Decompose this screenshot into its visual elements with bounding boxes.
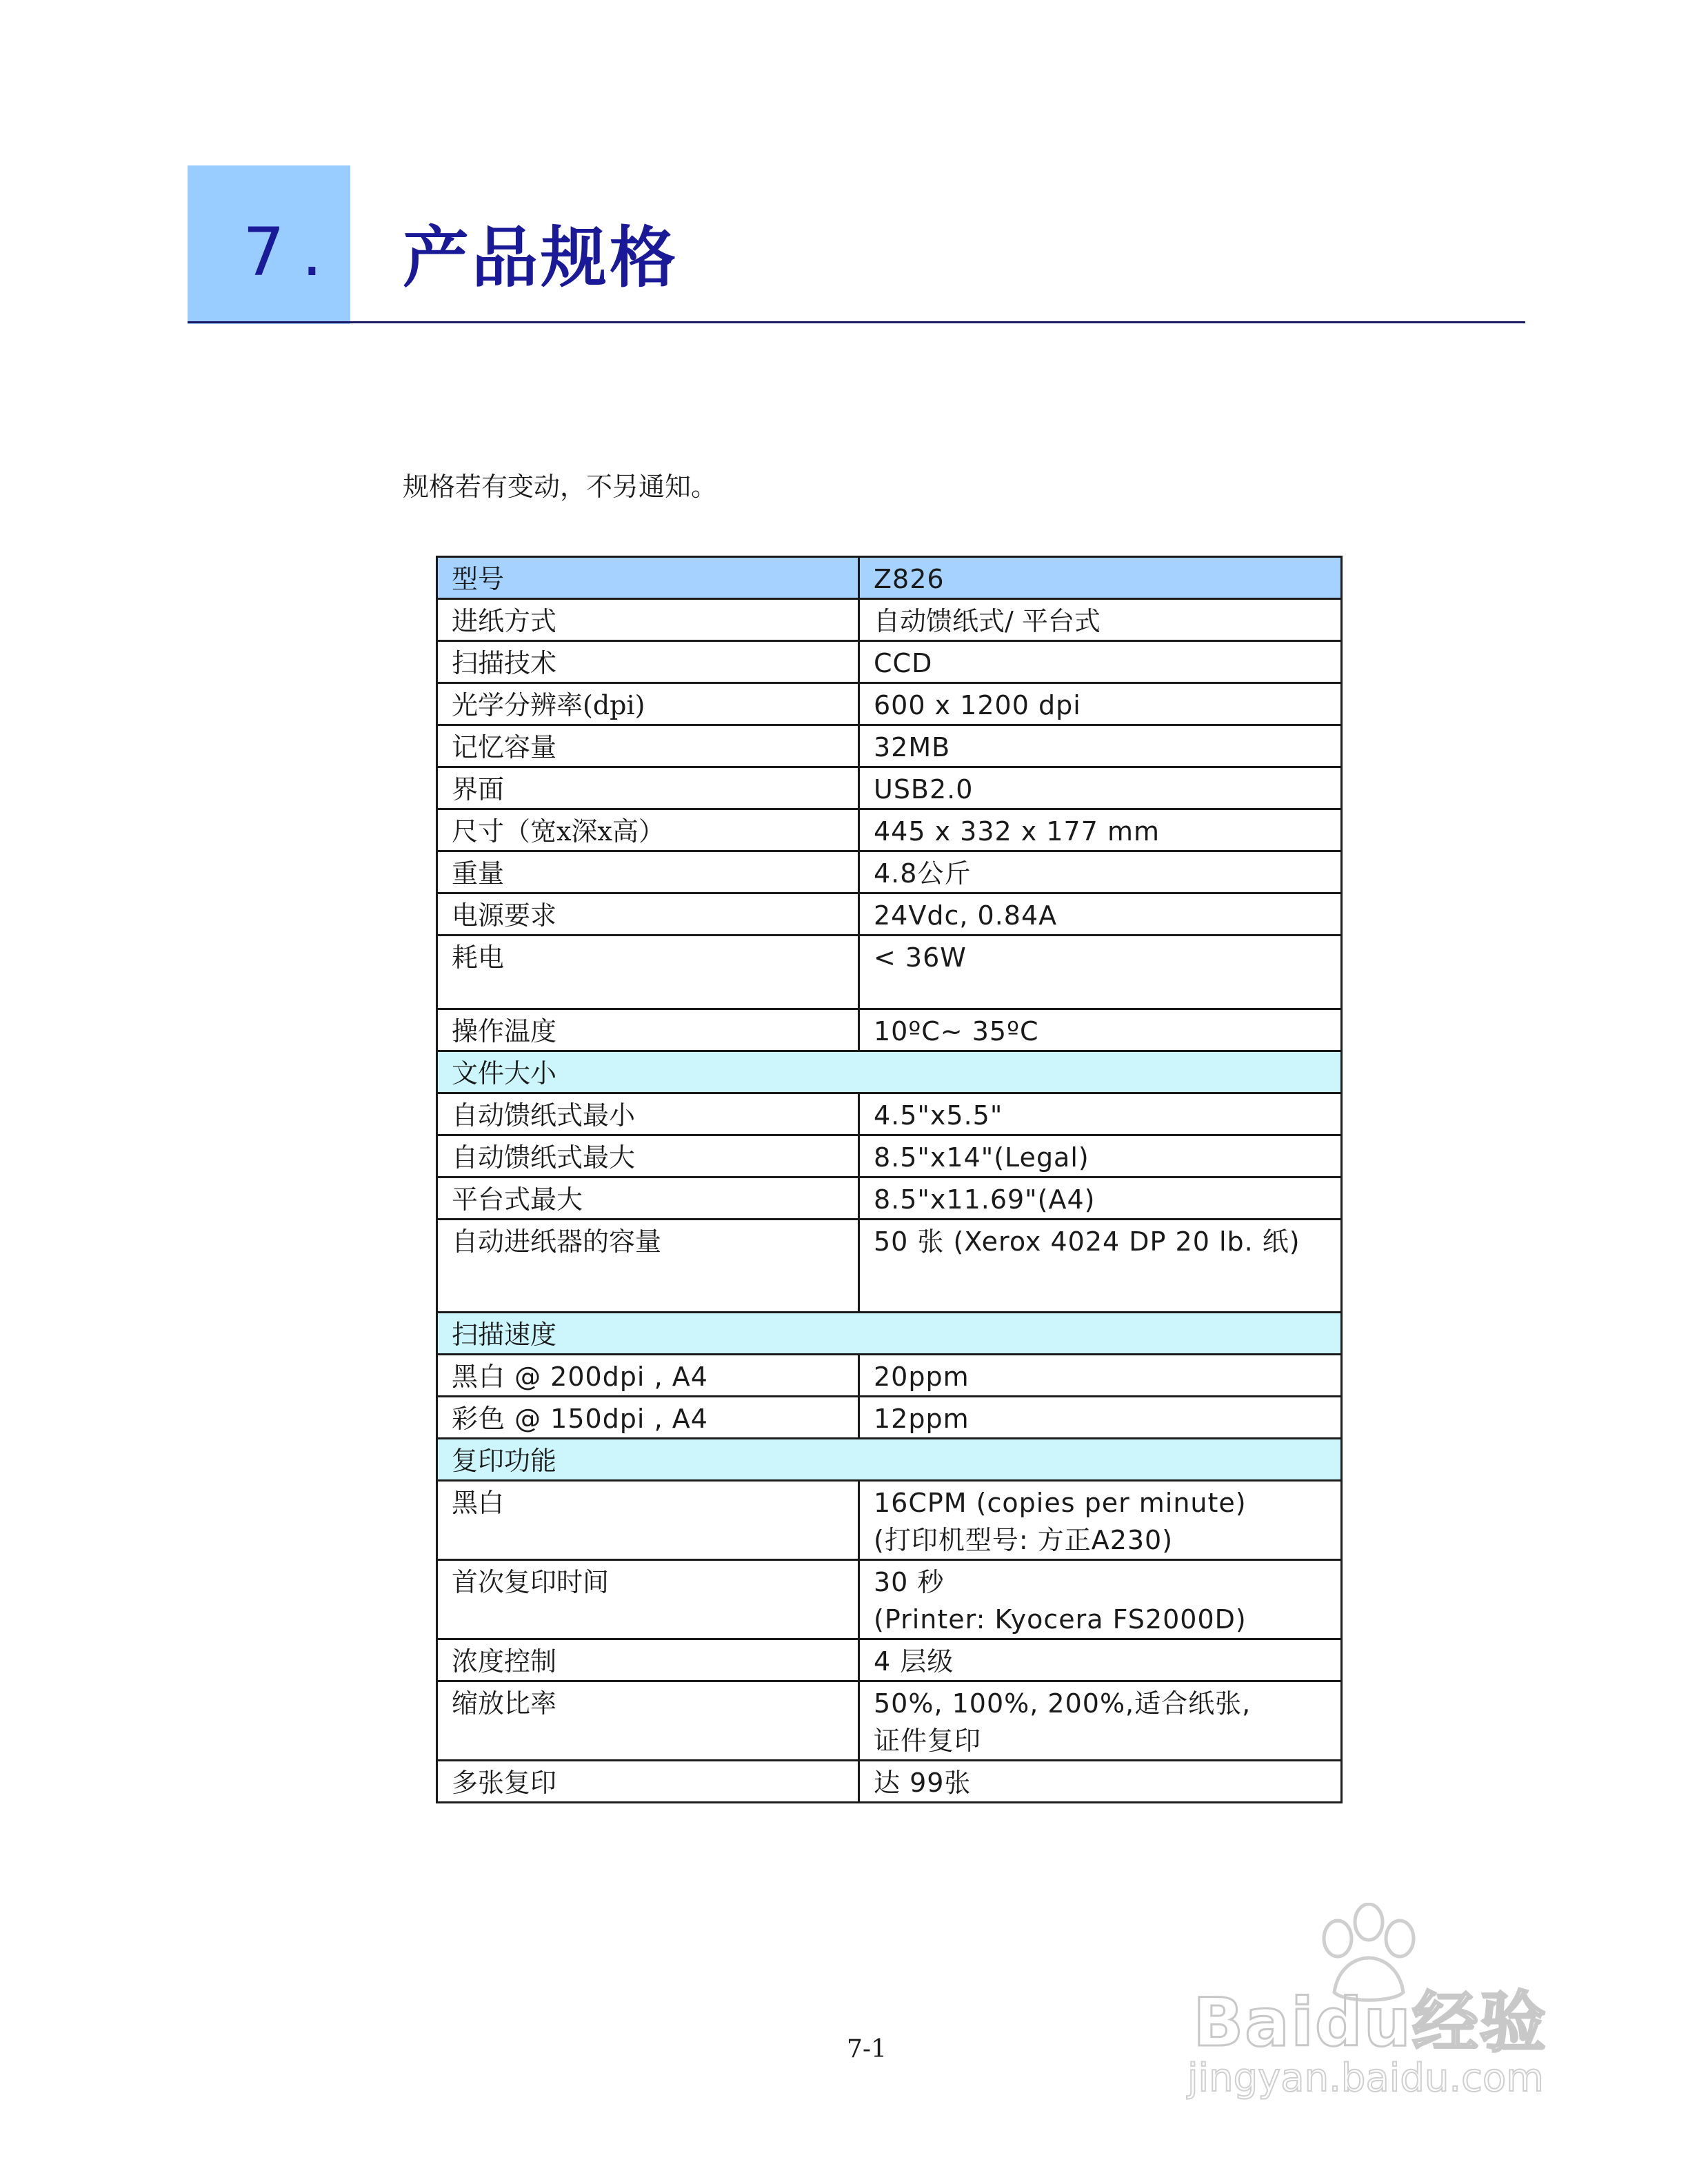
- table-row: [437, 1177, 1342, 1220]
- row-value: CCD: [859, 641, 1342, 683]
- row-value-line: 30 秒: [874, 1567, 945, 1597]
- table-row: [437, 599, 1342, 641]
- row-value: 20ppm: [859, 1355, 1342, 1397]
- row-label: 耗电: [437, 936, 859, 1009]
- row-label: 自动馈纸式最大: [437, 1135, 859, 1177]
- table-header-row: [437, 557, 1342, 599]
- table-row: [437, 893, 1342, 936]
- row-label: 自动馈纸式最小: [437, 1093, 859, 1135]
- table-row: [437, 1093, 1342, 1135]
- table-row: [437, 1681, 1342, 1761]
- row-label: 自动进纸器的容量: [437, 1220, 859, 1313]
- table-row: [437, 1397, 1342, 1439]
- row-value: 600 x 1200 dpi: [859, 683, 1342, 725]
- row-value-line: (打印机型号: 方正A230): [874, 1525, 1174, 1555]
- table-row: [437, 683, 1342, 725]
- section-title: 复印功能: [437, 1439, 1342, 1481]
- row-label: 电源要求: [437, 893, 859, 936]
- row-value: 4.5"x5.5": [859, 1093, 1342, 1135]
- row-value: 10ºC~ 35ºC: [859, 1009, 1342, 1051]
- row-value: USB2.0: [859, 767, 1342, 809]
- table-row: [437, 641, 1342, 683]
- row-value: 4.8公斤: [859, 851, 1342, 893]
- row-label: 操作温度: [437, 1009, 859, 1051]
- row-value: 50 张 (Xerox 4024 DP 20 lb. 纸): [859, 1220, 1342, 1313]
- row-value: 445 x 332 x 177 mm: [859, 809, 1342, 851]
- table-row: [437, 1009, 1342, 1051]
- chapter-number: 7.: [243, 214, 339, 291]
- table-row: [437, 936, 1342, 1009]
- row-label: 多张复印: [437, 1761, 859, 1803]
- row-label: 重量: [437, 851, 859, 893]
- row-value: 达 99张: [859, 1761, 1342, 1803]
- row-value: [859, 1560, 1342, 1639]
- table-row: [437, 1355, 1342, 1397]
- watermark-brand: Baidu经验: [1193, 1984, 1547, 2061]
- page-number: 7-1: [847, 2035, 887, 2063]
- row-label: 浓度控制: [437, 1639, 859, 1681]
- row-label: 平台式最大: [437, 1177, 859, 1220]
- table-row: [437, 1135, 1342, 1177]
- row-label: 缩放比率: [437, 1681, 859, 1761]
- row-value: 24Vdc, 0.84A: [859, 893, 1342, 936]
- row-label: 记忆容量: [437, 725, 859, 767]
- row-value-line: (Printer: Kyocera FS2000D): [874, 1604, 1247, 1635]
- model-label: 型号: [437, 557, 859, 599]
- spec-table: [436, 556, 1343, 1803]
- watermark-url: jingyan.baidu.com: [1187, 2056, 1544, 2101]
- section-title: 文件大小: [437, 1051, 1342, 1093]
- table-row: [437, 725, 1342, 767]
- row-value: 12ppm: [859, 1397, 1342, 1439]
- table-row: [437, 1761, 1342, 1803]
- row-value: 32MB: [859, 725, 1342, 767]
- section-row-document-size: [437, 1051, 1342, 1093]
- row-label: 进纸方式: [437, 599, 859, 641]
- spec-change-notice: 规格若有变动，不另通知。: [403, 472, 718, 502]
- chapter-title: 产品规格: [403, 219, 679, 296]
- row-value: [859, 1681, 1342, 1761]
- row-label: 尺寸（宽x深x高）: [437, 809, 859, 851]
- section-row-scan-speed: [437, 1313, 1342, 1355]
- table-row: [437, 1481, 1342, 1560]
- row-label: 界面: [437, 767, 859, 809]
- row-value: 自动馈纸式/ 平台式: [859, 599, 1342, 641]
- row-value: < 36W: [859, 936, 1342, 1009]
- table-row: [437, 851, 1342, 893]
- section-row-copy: [437, 1439, 1342, 1481]
- section-title: 扫描速度: [437, 1313, 1342, 1355]
- chapter-divider: [188, 321, 1525, 323]
- table-row: [437, 767, 1342, 809]
- row-label: 光学分辨率(dpi): [437, 683, 859, 725]
- row-value-line: 证件复印: [874, 1726, 982, 1756]
- row-label: 扫描技术: [437, 641, 859, 683]
- row-value-line: 16CPM (copies per minute): [874, 1488, 1247, 1518]
- row-label: 彩色 @ 150dpi , A4: [437, 1397, 859, 1439]
- row-value: 8.5"x11.69"(A4): [859, 1177, 1342, 1220]
- model-value: Z826: [859, 557, 1342, 599]
- row-label: 黑白 @ 200dpi , A4: [437, 1355, 859, 1397]
- table-row: [437, 809, 1342, 851]
- row-label: 首次复印时间: [437, 1560, 859, 1639]
- row-value-line: 50%, 100%, 200%,适合纸张,: [874, 1688, 1252, 1719]
- baidu-watermark: [1179, 1903, 1593, 2110]
- row-value: 4 层级: [859, 1639, 1342, 1681]
- row-label: 黑白: [437, 1481, 859, 1560]
- table-row: [437, 1220, 1342, 1313]
- row-value: 8.5"x14"(Legal): [859, 1135, 1342, 1177]
- row-value: [859, 1481, 1342, 1560]
- table-row: [437, 1639, 1342, 1681]
- table-row: [437, 1560, 1342, 1639]
